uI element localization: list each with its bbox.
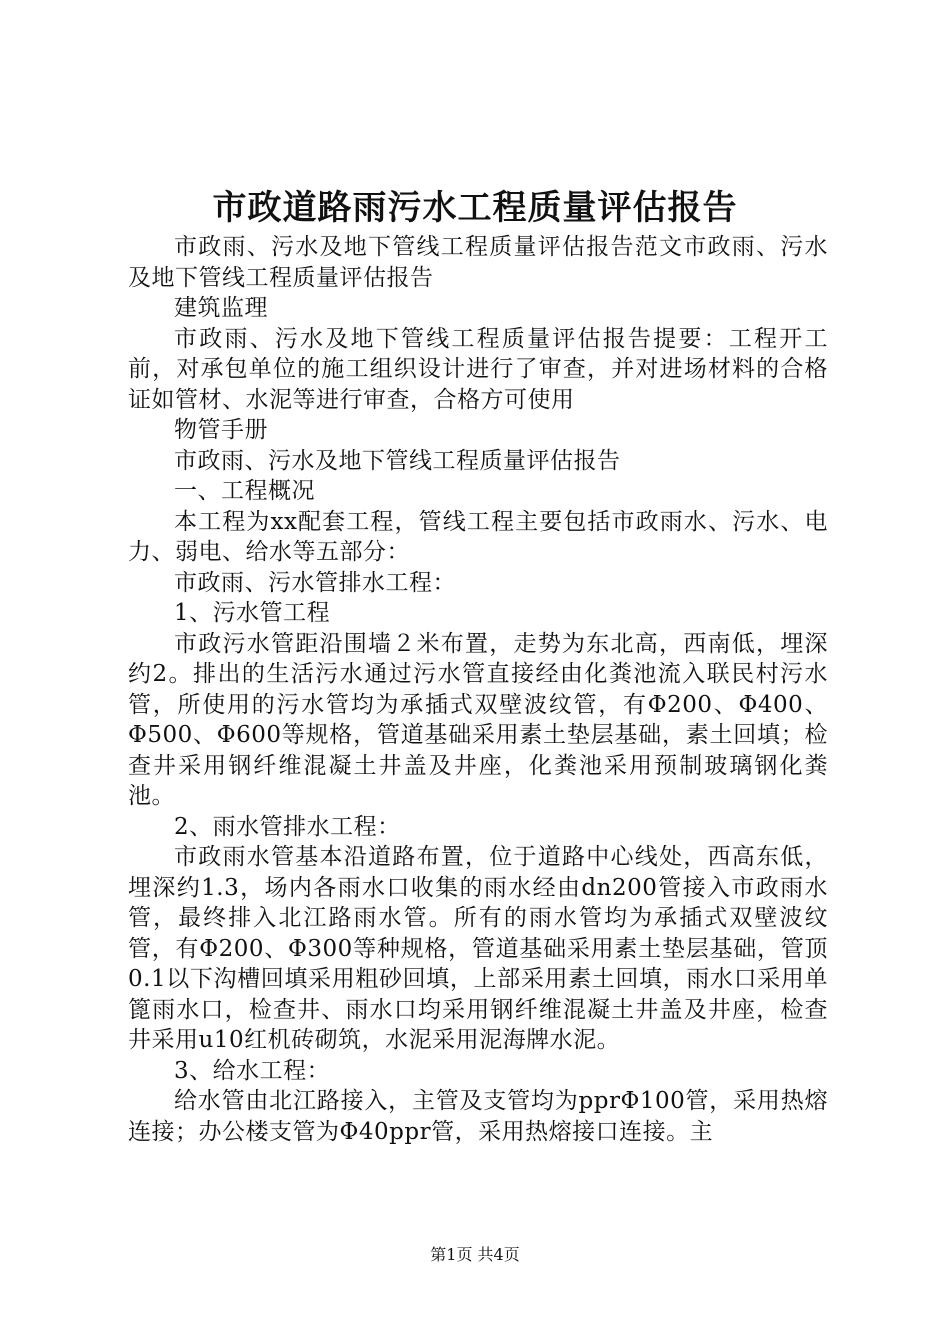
subsection-heading: 3、给水工程： xyxy=(174,1057,331,1084)
paragraph: 市政雨水管基本沿道路布置，位于道路中心线处，西高东低，埋深约1.3，场内各雨水口收集的雨水经由dn200管接入市政雨水管，最终排入北江路雨水管。所有的雨水管均为承插式双壁波纹管，有Φ200、Φ300等种规格，管道基础采用素土垫层基础，管顶0.1以下沟槽回填采用粗砂回填，上部采用素土回填，雨水口采用单篦雨水口，检查井、雨水口均采用钢纤维混凝土井盖及井座，检查井采用u10红机砖砌筑，水泥采用泥海牌水泥。 xyxy=(128,844,828,1053)
paragraph: 市政污水管距沿围墙２米布置，走势为东北高，西南低，埋深约2。排出的生活污水通过污水管直接经由化粪池流入联民村污水管，所使用的污水管均为承插式双壁波纹管，有Φ200、Φ400、Φ500、Φ600等规格，管道基础采用素土垫层基础，素土回填；检查井采用钢纤维混凝土井盖及井座，化粪池采用预制玻璃钢化粪池。 xyxy=(128,630,828,809)
subsection-heading: 1、污水管工程 xyxy=(174,600,331,626)
document-body xyxy=(128,232,828,1147)
paragraph: 市政雨、污水管排水工程： xyxy=(174,569,456,596)
paragraph: 市政雨、污水及地下管线工程质量评估报告范文市政雨、污水及地下管线工程质量评估报告 xyxy=(128,234,828,291)
section-heading: 一、工程概况 xyxy=(174,478,315,504)
paragraph: 本工程为xx配套工程，管线工程主要包括市政雨水、污水、电力、弱电、给水等五部分： xyxy=(128,508,828,565)
paragraph: 物管手册 xyxy=(174,417,268,443)
paragraph: 给水管由北江路接入，主管及支管均为pprΦ100管，采用热熔连接；办公楼支管为Φ40ppr管，采用热熔接口连接。主 xyxy=(128,1088,828,1145)
paragraph: 建筑监理 xyxy=(174,295,268,321)
paragraph: 市政雨、污水及地下管线工程质量评估报告 xyxy=(174,447,621,474)
paragraph: 市政雨、污水及地下管线工程质量评估报告提要：工程开工前，对承包单位的施工组织设计进行了审查，并对进场材料的合格证如管材、水泥等进行审查，合格方可使用 xyxy=(128,325,828,413)
subsection-heading: 2、雨水管排水工程： xyxy=(174,813,401,840)
document-title: 市政道路雨污水工程质量评估报告 xyxy=(212,188,738,228)
page-footer: 第1页 共4页 xyxy=(430,1245,520,1264)
